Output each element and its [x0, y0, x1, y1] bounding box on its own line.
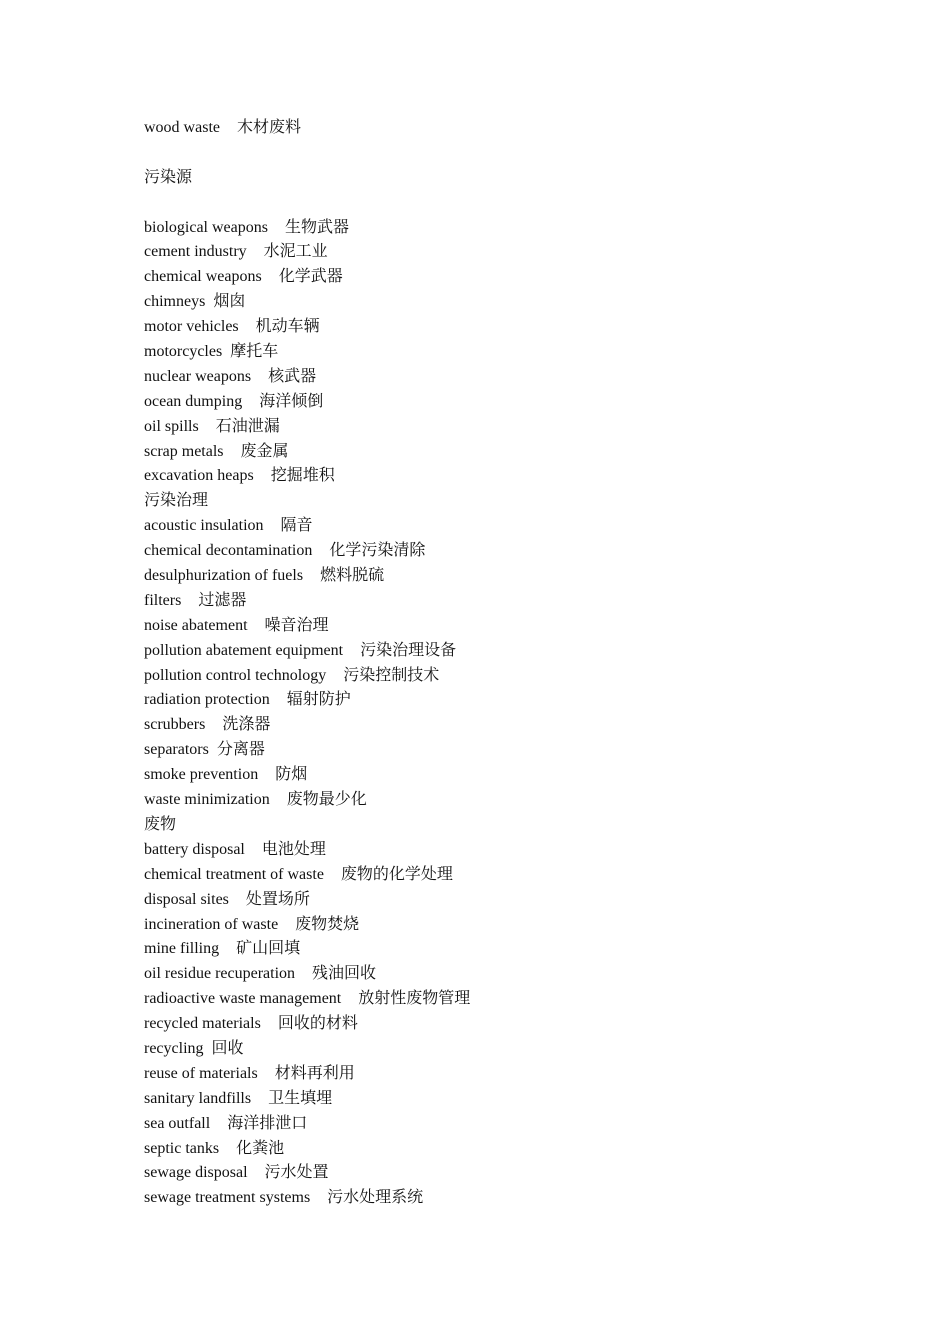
- entry-english: chemical decontamination: [144, 542, 313, 560]
- entry-english: desulphurization of fuels: [144, 567, 304, 585]
- glossary-entry: [144, 788, 904, 813]
- entry-english: ocean dumping: [144, 392, 243, 410]
- entry-chinese: 矿山回填: [236, 940, 301, 958]
- entry-english: battery disposal: [144, 840, 245, 858]
- entry-english: smoke prevention: [144, 766, 259, 784]
- glossary-entry: [144, 639, 904, 664]
- entry-chinese: 化学武器: [278, 268, 343, 286]
- entry-chinese: 废物焚烧: [295, 915, 360, 933]
- glossary-entry: [144, 240, 904, 265]
- entry-chinese: 洗涤器: [222, 716, 271, 734]
- spacer: [144, 141, 904, 166]
- entry-chinese: 过滤器: [198, 591, 247, 609]
- entry-english: scrap metals: [144, 442, 224, 460]
- glossary-entry: [144, 464, 904, 489]
- glossary-entry: [144, 216, 904, 241]
- glossary-sections: [144, 141, 904, 1211]
- glossary-entry: [144, 1062, 904, 1087]
- entry-chinese: 废金属: [240, 442, 289, 460]
- entry-chinese: 污染控制技术: [343, 666, 440, 684]
- glossary-entry: [144, 1012, 904, 1037]
- section-heading: 废物: [144, 815, 177, 833]
- entry-chinese: 电池处理: [261, 840, 326, 858]
- glossary-entry: [144, 688, 904, 713]
- entry-english: sanitary landfills: [144, 1089, 252, 1107]
- entry-english: recycled materials: [144, 1015, 261, 1033]
- entry-english: radiation protection: [144, 691, 270, 709]
- entry-chinese: 污染治理设备: [360, 641, 457, 659]
- entry-english: biological weapons: [144, 218, 268, 236]
- entry-chinese: 材料再利用: [274, 1064, 355, 1082]
- entry-chinese: 噪音治理: [264, 616, 329, 634]
- glossary-entry: [144, 365, 904, 390]
- entry-chinese: 烟囱: [213, 293, 246, 311]
- entry-english: wood waste: [144, 119, 220, 136]
- glossary-entry-intro: [144, 116, 904, 141]
- entry-chinese: 分离器: [216, 741, 265, 759]
- section-heading: 污染源: [144, 168, 193, 186]
- section-heading: 污染治理: [144, 492, 209, 510]
- entry-english: nuclear weapons: [144, 367, 252, 385]
- entry-chinese: 生物武器: [284, 218, 349, 236]
- glossary-entry: [144, 913, 904, 938]
- entry-english: excavation heaps: [144, 467, 254, 485]
- entry-english: separators: [144, 741, 209, 759]
- entry-english: incineration of waste: [144, 915, 279, 933]
- entry-english: waste minimization: [144, 791, 270, 809]
- glossary-entry: [144, 539, 904, 564]
- entry-chinese: 回收: [211, 1039, 244, 1057]
- glossary-entry: [144, 265, 904, 290]
- glossary-entry: [144, 514, 904, 539]
- glossary-entry: [144, 290, 904, 315]
- entry-chinese: 海洋倾倒: [259, 392, 324, 410]
- glossary-entry: [144, 1137, 904, 1162]
- entry-english: septic tanks: [144, 1139, 220, 1157]
- glossary-entry: [144, 1186, 904, 1211]
- entry-english: sewage treatment systems: [144, 1189, 311, 1207]
- entry-chinese: 海洋排泄口: [227, 1114, 308, 1132]
- entry-english: pollution control technology: [144, 666, 327, 684]
- entry-english: mine filling: [144, 940, 220, 958]
- entry-chinese: 卫生填埋: [268, 1089, 333, 1107]
- entry-english: sea outfall: [144, 1114, 211, 1132]
- glossary-entry: [144, 738, 904, 763]
- glossary-entry: [144, 888, 904, 913]
- glossary-entry: [144, 1112, 904, 1137]
- glossary-page: [144, 116, 904, 1211]
- glossary-entry: [144, 664, 904, 689]
- glossary-entry: [144, 440, 904, 465]
- glossary-entry: [144, 1037, 904, 1062]
- entry-english: reuse of materials: [144, 1064, 258, 1082]
- glossary-entry: [144, 315, 904, 340]
- entry-chinese: 污水处置: [264, 1164, 329, 1182]
- entry-english: pollution abatement equipment: [144, 641, 344, 659]
- entry-chinese: 核武器: [268, 367, 317, 385]
- glossary-entry: [144, 763, 904, 788]
- glossary-entry: [144, 1161, 904, 1186]
- entry-chinese: 化学污染清除: [329, 542, 426, 560]
- entry-chinese: 挖掘堆积: [270, 467, 335, 485]
- entry-chinese: 放射性废物管理: [358, 990, 471, 1008]
- entry-chinese: 残油回收: [312, 965, 377, 983]
- glossary-entry: [144, 962, 904, 987]
- entry-english: scrubbers: [144, 716, 206, 734]
- entry-english: filters: [144, 591, 182, 609]
- entry-chinese: 水泥工业: [263, 243, 328, 261]
- entry-chinese: 污水处理系统: [327, 1189, 424, 1207]
- glossary-entry: [144, 564, 904, 589]
- entry-chinese: 防烟: [275, 766, 308, 784]
- glossary-entry: [144, 863, 904, 888]
- glossary-entry: [144, 937, 904, 962]
- glossary-entry: [144, 1087, 904, 1112]
- entry-english: cement industry: [144, 243, 247, 261]
- entry-chinese: 化粪池: [236, 1139, 285, 1157]
- entry-english: sewage disposal: [144, 1164, 248, 1182]
- spacer: [144, 191, 904, 216]
- glossary-entry: [144, 838, 904, 863]
- glossary-entry: [144, 713, 904, 738]
- entry-chinese: 废物的化学处理: [340, 865, 453, 883]
- entry-english: radioactive waste management: [144, 990, 342, 1008]
- entry-chinese: 辐射防护: [286, 691, 351, 709]
- entry-english: acoustic insulation: [144, 517, 264, 535]
- entry-english: noise abatement: [144, 616, 248, 634]
- glossary-entry: [144, 340, 904, 365]
- glossary-entry: [144, 390, 904, 415]
- entry-chinese: 隔音: [280, 517, 313, 535]
- entry-chinese: 摩托车: [230, 343, 279, 361]
- entry-english: disposal sites: [144, 890, 229, 908]
- glossary-entry: [144, 987, 904, 1012]
- entry-english: motor vehicles: [144, 318, 239, 336]
- entry-english: chimneys: [144, 293, 206, 311]
- entry-chinese: 木材废料: [236, 119, 301, 136]
- entry-english: chemical weapons: [144, 268, 262, 286]
- entry-english: oil residue recuperation: [144, 965, 296, 983]
- entry-english: chemical treatment of waste: [144, 865, 324, 883]
- entry-english: recycling: [144, 1039, 204, 1057]
- glossary-entry: [144, 415, 904, 440]
- entry-english: motorcycles: [144, 343, 223, 361]
- entry-chinese: 废物最少化: [286, 791, 367, 809]
- entry-chinese: 回收的材料: [277, 1015, 358, 1033]
- entry-english: oil spills: [144, 417, 199, 435]
- glossary-entry: [144, 614, 904, 639]
- entry-chinese: 燃料脱硫: [320, 567, 385, 585]
- glossary-entry: [144, 589, 904, 614]
- entry-chinese: 处置场所: [245, 890, 310, 908]
- entry-chinese: 机动车辆: [255, 318, 320, 336]
- entry-chinese: 石油泄漏: [215, 417, 280, 435]
